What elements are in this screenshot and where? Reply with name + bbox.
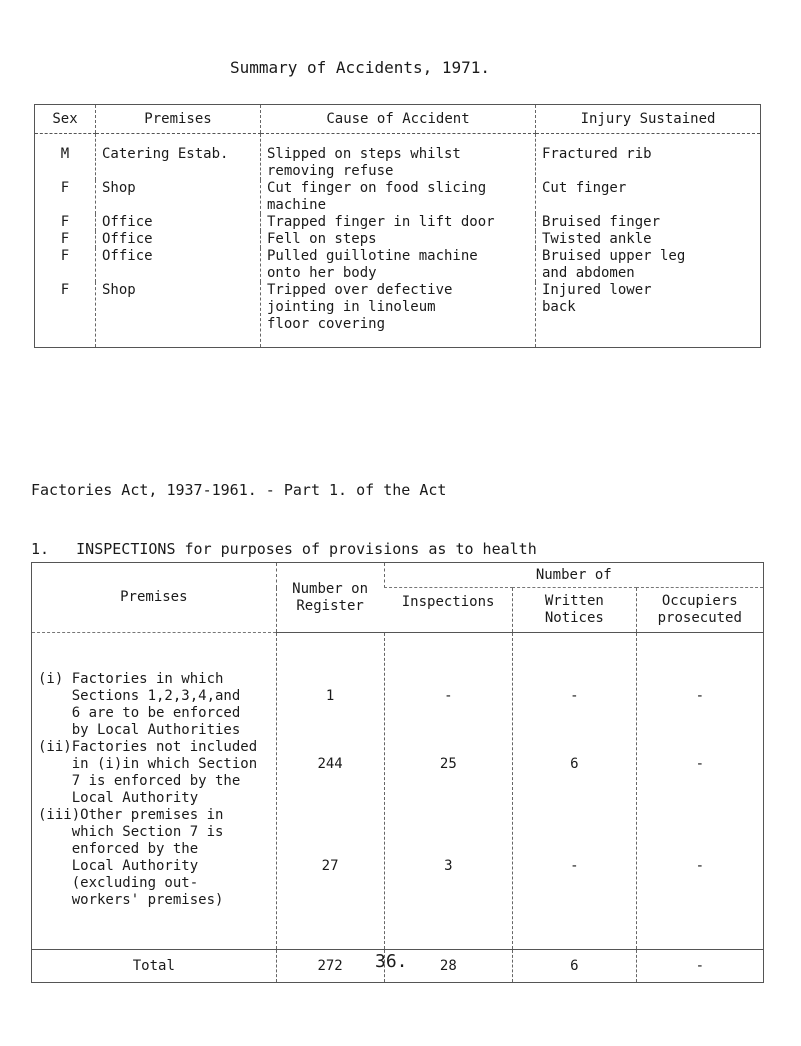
premises-cell: Shop — [96, 180, 261, 214]
injury-cell: Fractured rib — [536, 134, 761, 181]
premises-cell: Office — [96, 248, 261, 282]
occupiers-value: - — [695, 688, 704, 704]
injury-cell: Cut finger — [536, 180, 761, 214]
premises-cell: Catering Estab. — [96, 134, 261, 181]
header-sex: Sex — [35, 105, 96, 134]
injury-cell: Injured lower back — [536, 282, 761, 348]
cause-cell: Slipped on steps whilst removing refuse — [261, 134, 536, 181]
cause-cell: Trapped finger in lift door — [261, 214, 536, 231]
table-row — [32, 633, 764, 950]
occupiers-values — [636, 633, 763, 950]
inspections-header-row — [32, 563, 764, 588]
header-inspections: Inspections — [384, 588, 513, 633]
register-value: 244 — [317, 756, 343, 772]
act-heading: Factories Act, 1937-1961. - Part 1. of the Act — [31, 481, 447, 499]
inspections-value: 3 — [444, 858, 453, 874]
header-register: Number on Register — [276, 563, 384, 633]
register-value: 27 — [321, 858, 339, 874]
table-row — [35, 282, 761, 348]
occupiers-value: - — [695, 756, 704, 772]
table-row — [35, 134, 761, 181]
written-value: 6 — [570, 756, 579, 772]
header-occupiers-prosecuted: Occupiers prosecuted — [636, 588, 763, 633]
sex-cell: F — [60, 282, 70, 298]
sex-cell: F — [60, 214, 70, 230]
header-cause: Cause of Accident — [261, 105, 536, 134]
written-notices-values — [513, 633, 636, 950]
cause-cell: Fell on steps — [261, 231, 536, 248]
total-written: 6 — [513, 950, 636, 983]
written-value: - — [570, 688, 579, 704]
page-title: Summary of Accidents, 1971. — [229, 58, 491, 77]
cause-cell: Pulled guillotine machine onto her body — [261, 248, 536, 282]
written-value: - — [570, 858, 579, 874]
header-written-notices: Written Notices — [513, 588, 636, 633]
page-number: 36. — [375, 951, 408, 972]
total-register: 272 — [276, 950, 384, 983]
premises-cell: Shop — [96, 282, 261, 348]
premises-cell: Office — [96, 231, 261, 248]
premises-descriptions: (i) Factories in which Sections 1,2,3,4,and 6 are to be enforced by Local Authorities (ii)Factories not included in (i)in which Section 7 is enforced by the Local Authority (iii)Other premises in which Section 7 is enforced by the Local Authority (excluding out- workers' premises) — [38, 671, 258, 908]
inspections-values — [384, 633, 513, 950]
table-row — [35, 180, 761, 214]
injury-cell: Bruised finger — [536, 214, 761, 231]
cause-cell: Cut finger on food slicing machine — [261, 180, 536, 214]
register-values — [276, 633, 384, 950]
occupiers-value: - — [695, 858, 704, 874]
inspections-value: 25 — [439, 756, 457, 772]
sex-cell: F — [60, 231, 70, 247]
table-row — [35, 248, 761, 282]
sex-cell: F — [60, 248, 70, 264]
cause-cell: Tripped over defective jointing in linoleum floor covering — [261, 282, 536, 348]
header-premises: Premises — [96, 105, 261, 134]
accidents-header-row — [35, 105, 761, 134]
inspections-heading: 1. INSPECTIONS for purposes of provisions as to health — [31, 540, 537, 558]
header-number-of: Number of — [384, 563, 763, 588]
register-value: 1 — [325, 688, 335, 704]
premises-cell: Office — [96, 214, 261, 231]
total-label: Total — [32, 950, 277, 983]
total-occupiers: - — [636, 950, 763, 983]
table-row — [35, 214, 761, 231]
header-premises: Premises — [32, 563, 277, 633]
table-row — [35, 231, 761, 248]
inspections-value: - — [444, 688, 453, 704]
injury-cell: Twisted ankle — [536, 231, 761, 248]
total-inspections: 28 — [384, 950, 513, 983]
injury-cell: Bruised upper leg and abdomen — [536, 248, 761, 282]
inspections-table — [31, 562, 764, 983]
sex-cell: M — [60, 146, 70, 162]
header-injury: Injury Sustained — [536, 105, 761, 134]
sex-cell: F — [60, 180, 70, 196]
accidents-table — [34, 104, 761, 348]
